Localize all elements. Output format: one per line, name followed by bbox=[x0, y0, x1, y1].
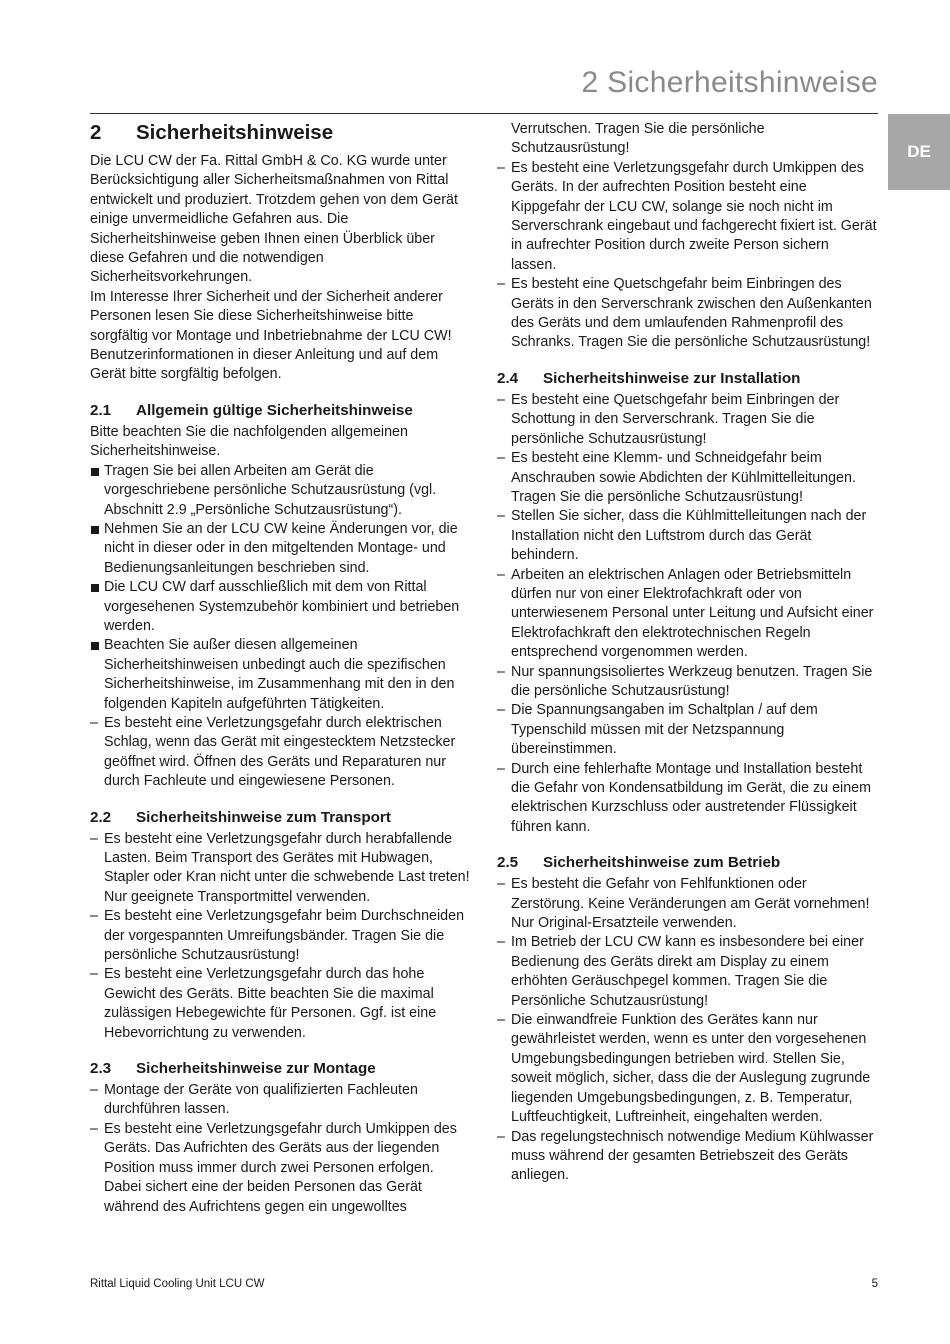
list-item: Tragen Sie bei allen Arbeiten am Gerät die vorgeschriebene persönliche Schutzausrüstung (vgl. Abschnitt 2.9 „Persönliche Schutzausrüstung“). bbox=[90, 462, 470, 520]
list-item: Nehmen Sie an der LCU CW keine Änderungen vor, die nicht in dieser oder in den mitgeltenden Montage- und Bedienungsanleitungen beschrieben sind. bbox=[90, 520, 470, 578]
list-item: – Nur spannungsisoliertes Werkzeug benutzen. Tragen Sie die persönliche Schutzausrüstung! bbox=[497, 663, 878, 702]
section-title: Sicherheitshinweise zur Installation bbox=[543, 369, 801, 387]
section-2-3-heading bbox=[90, 1059, 470, 1079]
section-2-1-heading bbox=[90, 401, 470, 421]
list-item: – Es besteht eine Quetschgefahr beim Einbringen des Geräts in den Serverschrank zwischen den Außenkanten des Geräts und dem umlaufenden Rahmenprofil des Schranks. Tragen Sie die persönliche Schutzausrüstung! bbox=[497, 275, 878, 353]
list-item: Beachten Sie außer diesen allgemeinen Sicherheitshinweisen unbedingt auch die spezifischen Sicherheitshinweise, im Zusammenhang mit den in den folgenden Kapiteln aufgeführten Tätigkeiten. bbox=[90, 636, 470, 714]
dash-list bbox=[497, 159, 878, 353]
left-column bbox=[90, 120, 470, 1217]
section-2-1-intro: Bitte beachten Sie die nachfolgenden allgemeinen Sicherheitshinweise. bbox=[90, 423, 408, 460]
list-item: – Die einwandfreie Funktion des Gerätes kann nur gewährleistet werden, wenn es unter den vorgesehenen Umgebungsbedingungen betrieben wird. Stellen Sie, soweit möglich, sicher, dass die der Auslegung zugrunde liegenden Umgebungsbedingungen, z. B. Temperatur, Luftfeuchtigkeit, Luftreinheit, eingehalten werden. bbox=[497, 1011, 878, 1127]
dash-list bbox=[90, 830, 470, 1043]
section-number: 2.3 bbox=[90, 1060, 112, 1078]
dash-list bbox=[497, 875, 878, 1186]
page-number: 5 bbox=[871, 1278, 878, 1290]
footer-document-title: Rittal Liquid Cooling Unit LCU CW bbox=[90, 1278, 265, 1290]
list-item: – Montage der Geräte von qualifizierten Fachleuten durchführen lassen. bbox=[90, 1081, 470, 1120]
section-title: Sicherheitshinweise zum Betrieb bbox=[543, 854, 781, 872]
section-number: 2 bbox=[90, 121, 102, 144]
dash-list bbox=[90, 1081, 470, 1217]
section-title: Sicherheitshinweise zur Montage bbox=[136, 1060, 376, 1078]
list-item: – Es besteht eine Klemm- und Schneidgefahr beim Anschrauben sowie Abdichten der Kühlmittelleitungen. Tragen Sie die persönliche Schutzausrüstung! bbox=[497, 449, 878, 507]
list-item: – Es besteht die Gefahr von Fehlfunktionen oder Zerstörung. Keine Veränderungen am Gerät vornehmen! Nur Original-Ersatzteile verwenden. bbox=[497, 875, 878, 933]
intro-paragraph-2: Im Interesse Ihrer Sicherheit und der Sicherheit anderer Personen lesen Sie diese Sicherheitshinweise bitte sorgfältig vor Montage und Inbetriebnahme der LCU CW! bbox=[90, 288, 452, 344]
section-2-5-heading bbox=[497, 853, 878, 873]
list-item: Die LCU CW darf ausschließlich mit dem von Rittal vorgesehenen Systemzubehör kombiniert und betrieben werden. bbox=[90, 578, 470, 636]
list-item: – Es besteht eine Verletzungsgefahr durch Umkippen des Geräts. In der aufrechten Position besteht eine Kippgefahr der LCU CW, solange sie noch nicht im Serverschrank eingebaut und fachgerecht fixiert ist. Gerät in aufrechter Position durch zweite Person sichern lassen. bbox=[497, 159, 878, 275]
continued-list-item: Verrutschen. Tragen Sie die persönliche Schutzausrüstung! bbox=[511, 121, 765, 157]
intro-paragraph-3: Benutzerinformationen in dieser Anleitung und auf dem Gerät bitte sorgfältig befolgen. bbox=[90, 347, 439, 383]
section-number: 2.4 bbox=[497, 369, 519, 387]
running-header-title: 2 Sicherheitshinweise bbox=[581, 66, 878, 99]
section-2-4-heading bbox=[497, 369, 878, 389]
dash-list bbox=[90, 714, 470, 792]
section-title: Sicherheitshinweise zum Transport bbox=[136, 808, 391, 826]
list-item: – Durch eine fehlerhafte Montage und Installation besteht die Gefahr von Kondensatbildung im Gerät, die zu einem elektrischen Kurzschluss oder austretender Flüssigkeit führen kann. bbox=[497, 760, 878, 838]
list-item: – Es besteht eine Verletzungsgefahr durch herabfallende Lasten. Beim Transport des Gerätes mit Hubwagen, Stapler oder Kran nicht unter die schwebende Last treten! Nur geeignete Transportmittel verwenden. bbox=[90, 830, 470, 908]
list-item: – Im Betrieb der LCU CW kann es insbesondere bei einer Bedienung des Geräts direkt am Display zu einem erhöhten Geräuschpegel kommen. Tragen Sie die Persönliche Schutzausrüstung! bbox=[497, 933, 878, 1011]
list-item: – Es besteht eine Verletzungsgefahr durch das hohe Gewicht des Geräts. Bitte beachten Sie die maximal zulässigen Hebegewichte für Personen. Ggf. ist eine Hebevorrichtung zu verwenden. bbox=[90, 965, 470, 1043]
language-tab: DE bbox=[888, 114, 950, 190]
section-title: Allgemein gültige Sicherheitshinweise bbox=[136, 401, 413, 419]
list-item: – Es besteht eine Verletzungsgefahr beim Durchschneiden der vorgespannten Umreifungsbänder. Tragen Sie die persönliche Schutzausrüstung! bbox=[90, 907, 470, 965]
list-item: – Stellen Sie sicher, dass die Kühlmittelleitungen nach der Installation nicht den Luftstrom durch das Gerät behindern. bbox=[497, 507, 878, 565]
section-number: 2.5 bbox=[497, 854, 519, 872]
list-item: – Arbeiten an elektrischen Anlagen oder Betriebsmitteln dürfen nur von einer Elektrofachkraft oder von unterwiesenem Personal unter Leitung und Aufsicht einer Elektrofachkraft den elektrotechnischen Regeln entsprechend vorgenommen werden. bbox=[497, 566, 878, 663]
section-number: 2.1 bbox=[90, 401, 112, 419]
section-2-2-heading bbox=[90, 808, 470, 828]
list-item: – Es besteht eine Verletzungsgefahr durch elektrischen Schlag, wenn das Gerät mit eingestecktem Netzstecker geöffnet wird. Öffnen des Geräts und Reparaturen nur durch Fachleute und eingewiesene Personen. bbox=[90, 714, 470, 792]
section-number: 2.2 bbox=[90, 808, 112, 826]
list-item: – Es besteht eine Quetschgefahr beim Einbringen der Schottung in den Serverschrank. Tragen Sie die persönliche Schutzausrüstung! bbox=[497, 391, 878, 449]
section-2-heading bbox=[90, 120, 470, 146]
dash-list bbox=[497, 391, 878, 837]
intro-paragraph-1: Die LCU CW der Fa. Rittal GmbH & Co. KG wurde unter Berücksichtigung aller Sicherheitsmaßnahmen von Rittal entwickelt und produziert. Trotzdem gehen von dem Gerät einige unvermeidliche Gefahren aus. Die Sicherheitshinweise geben Ihnen einen Überblick über diese Gefahren und die notwendigen Sicherheitsvorkehrungen. bbox=[90, 153, 458, 286]
list-item: – Das regelungstechnisch notwendige Medium Kühlwasser muss während der gesamten Betriebszeit des Geräts anliegen. bbox=[497, 1128, 878, 1186]
right-column bbox=[497, 120, 878, 1186]
list-item: – Es besteht eine Verletzungsgefahr durch Umkippen des Geräts. Das Aufrichten des Geräts aus der liegenden Position muss immer durch zwei Personen erfolgen. Dabei sichert eine der beiden Personen das Gerät während des Aufrichtens gegen ein ungewolltes bbox=[90, 1120, 470, 1217]
bullet-list bbox=[90, 462, 470, 714]
section-title: Sicherheitshinweise bbox=[136, 121, 334, 144]
header-divider bbox=[90, 113, 878, 114]
list-item: – Die Spannungsangaben im Schaltplan / auf dem Typenschild müssen mit der Netzspannung übereinstimmen. bbox=[497, 701, 878, 759]
